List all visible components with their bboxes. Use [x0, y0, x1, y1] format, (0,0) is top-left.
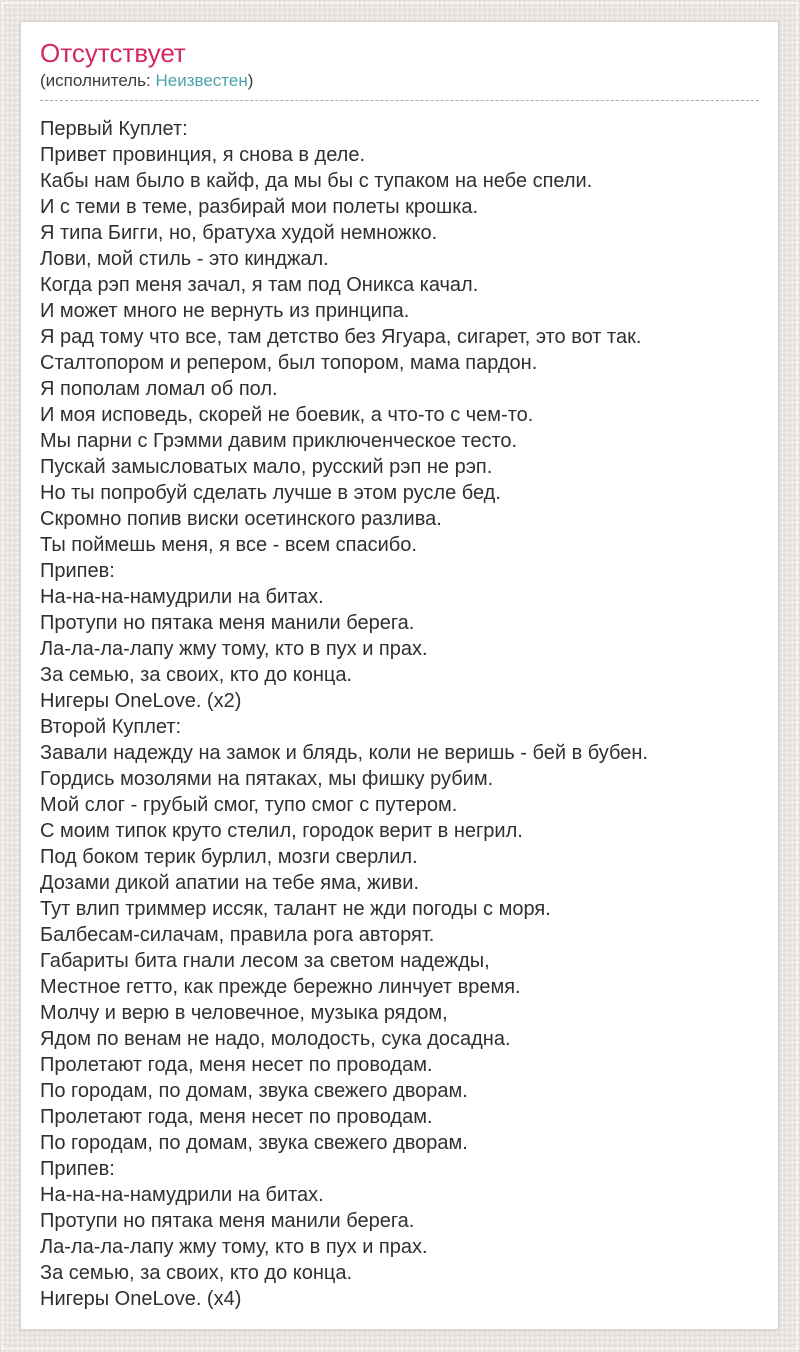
lyric-line: Мой слог - грубый смог, тупо смог с путером. [40, 794, 458, 816]
lyric-line: Припев: [40, 1158, 115, 1180]
lyric-line: Скромно попив виски осетинского разлива. [40, 508, 442, 530]
lyric-line: Под боком терик бурлил, мозги сверлил. [40, 846, 418, 868]
lyric-line: Тут влип триммер иссяк, талант не жди погоды с моря. [40, 898, 551, 920]
lyric-line: И может много не вернуть из принципа. [40, 300, 410, 322]
lyrics-text [40, 101, 759, 1312]
lyric-line: Балбесам-силачам, правила рога авторят. [40, 924, 435, 946]
lyric-line: За семью, за своих, кто до конца. [40, 1262, 353, 1284]
song-title: Отсутствует [40, 38, 186, 68]
lyric-line: Сталтопором и репером, был топором, мама пардон. [40, 352, 538, 374]
lyric-line: По городам, по домам, звука свежего дворам. [40, 1080, 468, 1102]
lyric-line: Нигеры OneLove. (x4) [40, 1288, 242, 1310]
lyric-line: Габариты бита гнали лесом за светом надежды, [40, 950, 490, 972]
lyric-line: По городам, по домам, звука свежего дворам. [40, 1132, 468, 1154]
lyric-line: И с теми в теме, разбирай мои полеты крошка. [40, 196, 479, 218]
lyric-line: Пролетают года, меня несет по проводам. [40, 1054, 433, 1076]
lyric-line: Я пополам ломал об пол. [40, 378, 278, 400]
lyrics-card [20, 21, 779, 1330]
lyric-line: Но ты попробуй сделать лучше в этом русле бед. [40, 482, 501, 504]
lyric-line: Завали надежду на замок и блядь, коли не веришь - бей в бубен. [40, 742, 648, 764]
lyric-line: Ла-ла-ла-лапу жму тому, кто в пух и прах. [40, 1236, 428, 1258]
artist-link[interactable]: Неизвестен [155, 71, 248, 90]
lyric-line: Протупи но пятака меня манили берега. [40, 1210, 415, 1232]
lyric-line: Второй Куплет: [40, 716, 182, 738]
song-header [40, 37, 759, 101]
lyric-line: Первый Куплет: [40, 118, 188, 140]
lyric-line: Пролетают года, меня несет по проводам. [40, 1106, 433, 1128]
artist-label: (исполнитель: [40, 71, 156, 90]
lyric-line: Я типа Бигги, но, братуха худой немножко. [40, 222, 438, 244]
lyric-line: Когда рэп меня зачал, я там под Оникса качал. [40, 274, 479, 296]
lyric-line: Я рад тому что все, там детство без Ягуара, сигарет, это вот так. [40, 326, 642, 348]
lyric-line: Лови, мой стиль - это кинджал. [40, 248, 329, 270]
lyric-line: Привет провинция, я снова в деле. [40, 144, 366, 166]
lyric-line: За семью, за своих, кто до конца. [40, 664, 353, 686]
lyric-line: Припев: [40, 560, 115, 582]
artist-line [40, 69, 759, 101]
lyric-line: Ла-ла-ла-лапу жму тому, кто в пух и прах. [40, 638, 428, 660]
lyric-line: Молчу и верю в человечное, музыка рядом, [40, 1002, 448, 1024]
lyric-line: На-на-на-намудрили на битах. [40, 586, 324, 608]
artist-label-close: ) [247, 71, 254, 90]
lyric-line: Гордись мозолями на пятаках, мы фишку рубим. [40, 768, 494, 790]
lyric-line: И моя исповедь, скорей не боевик, а что-то с чем-то. [40, 404, 534, 426]
lyric-line: Нигеры OneLove. (x2) [40, 690, 242, 712]
lyric-line: Ты поймешь меня, я все - всем спасибо. [40, 534, 417, 556]
lyric-line: Местное гетто, как прежде бережно линчует время. [40, 976, 521, 998]
lyric-line: Пускай замысловатых мало, русский рэп не рэп. [40, 456, 493, 478]
lyric-line: На-на-на-намудрили на битах. [40, 1184, 324, 1206]
lyric-line: С моим типок круто стелил, городок верит в негрил. [40, 820, 523, 842]
lyric-line: Мы парни с Грэмми давим приключенческое тесто. [40, 430, 518, 452]
lyric-line: Протупи но пятака меня манили берега. [40, 612, 415, 634]
lyric-line: Кабы нам было в кайф, да мы бы с тупаком на небе спели. [40, 170, 593, 192]
lyric-line: Ядом по венам не надо, молодость, сука досадна. [40, 1028, 511, 1050]
lyric-line: Дозами дикой апатии на тебе яма, живи. [40, 872, 419, 894]
